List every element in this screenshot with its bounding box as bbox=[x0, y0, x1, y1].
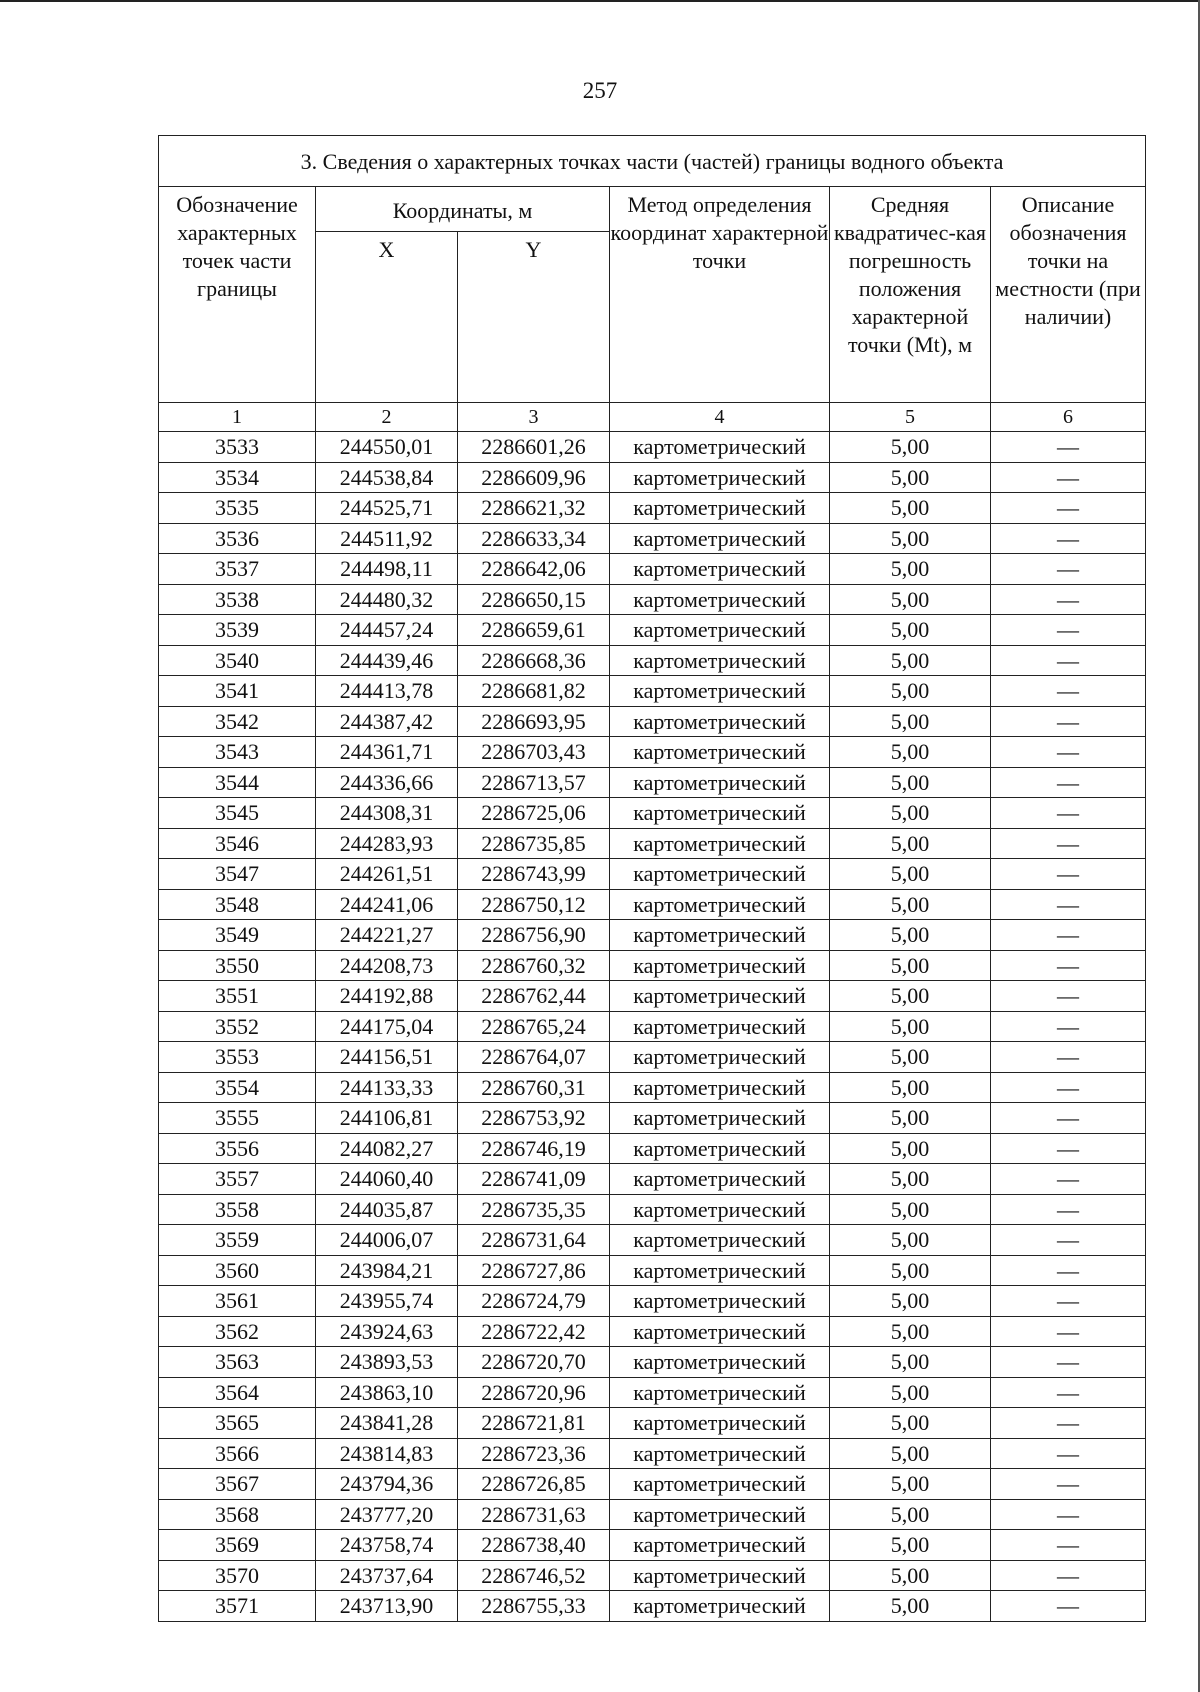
y-coordinate-cell: 2286725,06 bbox=[458, 798, 610, 829]
description-cell: — bbox=[991, 767, 1146, 798]
x-coordinate-cell: 243893,53 bbox=[316, 1347, 458, 1378]
description-cell: — bbox=[991, 920, 1146, 951]
x-coordinate-cell: 244261,51 bbox=[316, 859, 458, 890]
error-cell: 5,00 bbox=[830, 1072, 991, 1103]
table-row bbox=[159, 493, 1146, 524]
table-row bbox=[159, 645, 1146, 676]
method-cell: картометрический bbox=[610, 1438, 830, 1469]
method-cell: картометрический bbox=[610, 1499, 830, 1530]
description-cell: — bbox=[991, 706, 1146, 737]
header-description: Описание обозначения точки на местности (при наличии) bbox=[991, 187, 1146, 403]
x-coordinate-cell: 244133,33 bbox=[316, 1072, 458, 1103]
method-cell: картометрический bbox=[610, 798, 830, 829]
point-id-cell: 3541 bbox=[159, 676, 316, 707]
error-cell: 5,00 bbox=[830, 1194, 991, 1225]
table-row bbox=[159, 798, 1146, 829]
point-id-cell: 3560 bbox=[159, 1255, 316, 1286]
y-coordinate-cell: 2286760,31 bbox=[458, 1072, 610, 1103]
point-id-cell: 3550 bbox=[159, 950, 316, 981]
description-cell: — bbox=[991, 554, 1146, 585]
point-id-cell: 3570 bbox=[159, 1560, 316, 1591]
table-row bbox=[159, 1377, 1146, 1408]
table-row bbox=[159, 1255, 1146, 1286]
error-cell: 5,00 bbox=[830, 1438, 991, 1469]
y-coordinate-cell: 2286735,85 bbox=[458, 828, 610, 859]
method-cell: картометрический bbox=[610, 493, 830, 524]
error-cell: 5,00 bbox=[830, 889, 991, 920]
point-id-cell: 3537 bbox=[159, 554, 316, 585]
method-cell: картометрический bbox=[610, 432, 830, 463]
description-cell: — bbox=[991, 1194, 1146, 1225]
description-cell: — bbox=[991, 1560, 1146, 1591]
table-row bbox=[159, 889, 1146, 920]
method-cell: картометрический bbox=[610, 1042, 830, 1073]
method-cell: картометрический bbox=[610, 1072, 830, 1103]
x-coordinate-cell: 243955,74 bbox=[316, 1286, 458, 1317]
y-coordinate-cell: 2286741,09 bbox=[458, 1164, 610, 1195]
x-coordinate-cell: 243777,20 bbox=[316, 1499, 458, 1530]
y-coordinate-cell: 2286642,06 bbox=[458, 554, 610, 585]
method-cell: картометрический bbox=[610, 1255, 830, 1286]
description-cell: — bbox=[991, 1286, 1146, 1317]
method-cell: картометрический bbox=[610, 920, 830, 951]
y-coordinate-cell: 2286735,35 bbox=[458, 1194, 610, 1225]
table-row bbox=[159, 859, 1146, 890]
column-numbers-row bbox=[159, 403, 1146, 432]
error-cell: 5,00 bbox=[830, 767, 991, 798]
error-cell: 5,00 bbox=[830, 1347, 991, 1378]
method-cell: картометрический bbox=[610, 1591, 830, 1622]
y-coordinate-cell: 2286722,42 bbox=[458, 1316, 610, 1347]
point-id-cell: 3561 bbox=[159, 1286, 316, 1317]
table-row bbox=[159, 1438, 1146, 1469]
table-row bbox=[159, 1164, 1146, 1195]
description-cell: — bbox=[991, 1499, 1146, 1530]
y-coordinate-cell: 2286609,96 bbox=[458, 462, 610, 493]
point-id-cell: 3540 bbox=[159, 645, 316, 676]
y-coordinate-cell: 2286760,32 bbox=[458, 950, 610, 981]
description-cell: — bbox=[991, 1438, 1146, 1469]
table-row bbox=[159, 828, 1146, 859]
method-cell: картометрический bbox=[610, 1408, 830, 1439]
method-cell: картометрический bbox=[610, 1316, 830, 1347]
method-cell: картометрический bbox=[610, 1011, 830, 1042]
column-number: 5 bbox=[830, 403, 991, 432]
column-number: 1 bbox=[159, 403, 316, 432]
table-row bbox=[159, 1072, 1146, 1103]
error-cell: 5,00 bbox=[830, 1164, 991, 1195]
header-y: Y bbox=[458, 232, 610, 403]
point-id-cell: 3555 bbox=[159, 1103, 316, 1134]
x-coordinate-cell: 243713,90 bbox=[316, 1591, 458, 1622]
table-row bbox=[159, 676, 1146, 707]
x-coordinate-cell: 244221,27 bbox=[316, 920, 458, 951]
description-cell: — bbox=[991, 1469, 1146, 1500]
method-cell: картометрический bbox=[610, 950, 830, 981]
description-cell: — bbox=[991, 950, 1146, 981]
table-row bbox=[159, 767, 1146, 798]
table-row bbox=[159, 950, 1146, 981]
description-cell: — bbox=[991, 1011, 1146, 1042]
x-coordinate-cell: 243758,74 bbox=[316, 1530, 458, 1561]
description-cell: — bbox=[991, 615, 1146, 646]
y-coordinate-cell: 2286659,61 bbox=[458, 615, 610, 646]
point-id-cell: 3562 bbox=[159, 1316, 316, 1347]
point-id-cell: 3571 bbox=[159, 1591, 316, 1622]
error-cell: 5,00 bbox=[830, 554, 991, 585]
method-cell: картометрический bbox=[610, 737, 830, 768]
point-id-cell: 3539 bbox=[159, 615, 316, 646]
method-cell: картометрический bbox=[610, 1225, 830, 1256]
y-coordinate-cell: 2286762,44 bbox=[458, 981, 610, 1012]
method-cell: картометрический bbox=[610, 1194, 830, 1225]
error-cell: 5,00 bbox=[830, 981, 991, 1012]
description-cell: — bbox=[991, 1255, 1146, 1286]
x-coordinate-cell: 244361,71 bbox=[316, 737, 458, 768]
error-cell: 5,00 bbox=[830, 1103, 991, 1134]
error-cell: 5,00 bbox=[830, 950, 991, 981]
table-body bbox=[159, 432, 1146, 1622]
y-coordinate-cell: 2286650,15 bbox=[458, 584, 610, 615]
column-number: 3 bbox=[458, 403, 610, 432]
point-id-cell: 3533 bbox=[159, 432, 316, 463]
error-cell: 5,00 bbox=[830, 1286, 991, 1317]
table-row bbox=[159, 584, 1146, 615]
point-id-cell: 3544 bbox=[159, 767, 316, 798]
y-coordinate-cell: 2286693,95 bbox=[458, 706, 610, 737]
method-cell: картометрический bbox=[610, 1530, 830, 1561]
error-cell: 5,00 bbox=[830, 1591, 991, 1622]
y-coordinate-cell: 2286720,70 bbox=[458, 1347, 610, 1378]
description-cell: — bbox=[991, 1408, 1146, 1439]
error-cell: 5,00 bbox=[830, 859, 991, 890]
table-row bbox=[159, 1286, 1146, 1317]
description-cell: — bbox=[991, 828, 1146, 859]
table-row bbox=[159, 920, 1146, 951]
description-cell: — bbox=[991, 1530, 1146, 1561]
table-row bbox=[159, 737, 1146, 768]
error-cell: 5,00 bbox=[830, 1255, 991, 1286]
y-coordinate-cell: 2286753,92 bbox=[458, 1103, 610, 1134]
table-row bbox=[159, 554, 1146, 585]
y-coordinate-cell: 2286726,85 bbox=[458, 1469, 610, 1500]
method-cell: картометрический bbox=[610, 767, 830, 798]
description-cell: — bbox=[991, 584, 1146, 615]
table-row bbox=[159, 1042, 1146, 1073]
point-id-cell: 3536 bbox=[159, 523, 316, 554]
y-coordinate-cell: 2286731,63 bbox=[458, 1499, 610, 1530]
x-coordinate-cell: 244538,84 bbox=[316, 462, 458, 493]
point-id-cell: 3542 bbox=[159, 706, 316, 737]
point-id-cell: 3554 bbox=[159, 1072, 316, 1103]
method-cell: картометрический bbox=[610, 1164, 830, 1195]
point-id-cell: 3543 bbox=[159, 737, 316, 768]
method-cell: картометрический bbox=[610, 676, 830, 707]
point-id-cell: 3535 bbox=[159, 493, 316, 524]
column-number: 2 bbox=[316, 403, 458, 432]
point-id-cell: 3567 bbox=[159, 1469, 316, 1500]
description-cell: — bbox=[991, 432, 1146, 463]
table-title: 3. Сведения о характерных точках части (частей) границы водного объекта bbox=[159, 136, 1146, 187]
method-cell: картометрический bbox=[610, 859, 830, 890]
x-coordinate-cell: 244060,40 bbox=[316, 1164, 458, 1195]
y-coordinate-cell: 2286723,36 bbox=[458, 1438, 610, 1469]
x-coordinate-cell: 243841,28 bbox=[316, 1408, 458, 1439]
x-coordinate-cell: 244241,06 bbox=[316, 889, 458, 920]
table-row bbox=[159, 706, 1146, 737]
point-id-cell: 3563 bbox=[159, 1347, 316, 1378]
x-coordinate-cell: 244006,07 bbox=[316, 1225, 458, 1256]
table-row bbox=[159, 1103, 1146, 1134]
y-coordinate-cell: 2286755,33 bbox=[458, 1591, 610, 1622]
error-cell: 5,00 bbox=[830, 1469, 991, 1500]
x-coordinate-cell: 244457,24 bbox=[316, 615, 458, 646]
x-coordinate-cell: 244525,71 bbox=[316, 493, 458, 524]
error-cell: 5,00 bbox=[830, 1225, 991, 1256]
point-id-cell: 3568 bbox=[159, 1499, 316, 1530]
header-method: Метод определения координат характерной точки bbox=[610, 187, 830, 403]
y-coordinate-cell: 2286703,43 bbox=[458, 737, 610, 768]
y-coordinate-cell: 2286764,07 bbox=[458, 1042, 610, 1073]
description-cell: — bbox=[991, 1316, 1146, 1347]
method-cell: картометрический bbox=[610, 1103, 830, 1134]
table-row bbox=[159, 1560, 1146, 1591]
error-cell: 5,00 bbox=[830, 1042, 991, 1073]
error-cell: 5,00 bbox=[830, 1560, 991, 1591]
x-coordinate-cell: 244106,81 bbox=[316, 1103, 458, 1134]
error-cell: 5,00 bbox=[830, 1011, 991, 1042]
description-cell: — bbox=[991, 1042, 1146, 1073]
method-cell: картометрический bbox=[610, 1377, 830, 1408]
description-cell: — bbox=[991, 1164, 1146, 1195]
method-cell: картометрический bbox=[610, 615, 830, 646]
x-coordinate-cell: 244283,93 bbox=[316, 828, 458, 859]
header-designation: Обозначение характерных точек части границы bbox=[159, 187, 316, 403]
y-coordinate-cell: 2286713,57 bbox=[458, 767, 610, 798]
description-cell: — bbox=[991, 1072, 1146, 1103]
description-cell: — bbox=[991, 1377, 1146, 1408]
point-id-cell: 3564 bbox=[159, 1377, 316, 1408]
description-cell: — bbox=[991, 493, 1146, 524]
error-cell: 5,00 bbox=[830, 1530, 991, 1561]
point-id-cell: 3546 bbox=[159, 828, 316, 859]
table-row bbox=[159, 462, 1146, 493]
table-row bbox=[159, 981, 1146, 1012]
y-coordinate-cell: 2286746,52 bbox=[458, 1560, 610, 1591]
method-cell: картометрический bbox=[610, 554, 830, 585]
header-coordinates: Координаты, м bbox=[316, 187, 610, 232]
x-coordinate-cell: 243924,63 bbox=[316, 1316, 458, 1347]
point-id-cell: 3548 bbox=[159, 889, 316, 920]
description-cell: — bbox=[991, 1103, 1146, 1134]
x-coordinate-cell: 244082,27 bbox=[316, 1133, 458, 1164]
x-coordinate-cell: 244336,66 bbox=[316, 767, 458, 798]
y-coordinate-cell: 2286750,12 bbox=[458, 889, 610, 920]
x-coordinate-cell: 244550,01 bbox=[316, 432, 458, 463]
error-cell: 5,00 bbox=[830, 1316, 991, 1347]
scan-edge-top bbox=[0, 0, 1200, 2]
error-cell: 5,00 bbox=[830, 615, 991, 646]
y-coordinate-cell: 2286746,19 bbox=[458, 1133, 610, 1164]
method-cell: картометрический bbox=[610, 889, 830, 920]
x-coordinate-cell: 244480,32 bbox=[316, 584, 458, 615]
description-cell: — bbox=[991, 462, 1146, 493]
y-coordinate-cell: 2286727,86 bbox=[458, 1255, 610, 1286]
error-cell: 5,00 bbox=[830, 462, 991, 493]
description-cell: — bbox=[991, 1225, 1146, 1256]
y-coordinate-cell: 2286720,96 bbox=[458, 1377, 610, 1408]
method-cell: картометрический bbox=[610, 1469, 830, 1500]
error-cell: 5,00 bbox=[830, 676, 991, 707]
description-cell: — bbox=[991, 1347, 1146, 1378]
x-coordinate-cell: 244387,42 bbox=[316, 706, 458, 737]
point-id-cell: 3551 bbox=[159, 981, 316, 1012]
table-row bbox=[159, 1591, 1146, 1622]
error-cell: 5,00 bbox=[830, 1499, 991, 1530]
description-cell: — bbox=[991, 981, 1146, 1012]
x-coordinate-cell: 244035,87 bbox=[316, 1194, 458, 1225]
table-row bbox=[159, 1194, 1146, 1225]
point-id-cell: 3558 bbox=[159, 1194, 316, 1225]
y-coordinate-cell: 2286765,24 bbox=[458, 1011, 610, 1042]
error-cell: 5,00 bbox=[830, 432, 991, 463]
header-error: Средняя квадратичес-кая погрешность положения характерной точки (Mt), м bbox=[830, 187, 991, 403]
description-cell: — bbox=[991, 798, 1146, 829]
y-coordinate-cell: 2286668,36 bbox=[458, 645, 610, 676]
point-id-cell: 3565 bbox=[159, 1408, 316, 1439]
error-cell: 5,00 bbox=[830, 1408, 991, 1439]
description-cell: — bbox=[991, 859, 1146, 890]
description-cell: — bbox=[991, 1591, 1146, 1622]
table-row bbox=[159, 1499, 1146, 1530]
point-id-cell: 3538 bbox=[159, 584, 316, 615]
point-id-cell: 3566 bbox=[159, 1438, 316, 1469]
y-coordinate-cell: 2286738,40 bbox=[458, 1530, 610, 1561]
y-coordinate-cell: 2286721,81 bbox=[458, 1408, 610, 1439]
y-coordinate-cell: 2286724,79 bbox=[458, 1286, 610, 1317]
page-number: 257 bbox=[582, 78, 618, 103]
error-cell: 5,00 bbox=[830, 828, 991, 859]
table-row bbox=[159, 1011, 1146, 1042]
description-cell: — bbox=[991, 523, 1146, 554]
x-coordinate-cell: 243737,64 bbox=[316, 1560, 458, 1591]
y-coordinate-cell: 2286731,64 bbox=[458, 1225, 610, 1256]
table-row bbox=[159, 1408, 1146, 1439]
point-id-cell: 3569 bbox=[159, 1530, 316, 1561]
method-cell: картометрический bbox=[610, 981, 830, 1012]
x-coordinate-cell: 243984,21 bbox=[316, 1255, 458, 1286]
x-coordinate-cell: 244511,92 bbox=[316, 523, 458, 554]
error-cell: 5,00 bbox=[830, 493, 991, 524]
method-cell: картометрический bbox=[610, 1560, 830, 1591]
x-coordinate-cell: 244439,46 bbox=[316, 645, 458, 676]
point-id-cell: 3557 bbox=[159, 1164, 316, 1195]
table-row bbox=[159, 1469, 1146, 1500]
header-x: X bbox=[316, 232, 458, 403]
method-cell: картометрический bbox=[610, 462, 830, 493]
description-cell: — bbox=[991, 889, 1146, 920]
error-cell: 5,00 bbox=[830, 706, 991, 737]
point-id-cell: 3553 bbox=[159, 1042, 316, 1073]
x-coordinate-cell: 244308,31 bbox=[316, 798, 458, 829]
method-cell: картометрический bbox=[610, 584, 830, 615]
point-id-cell: 3552 bbox=[159, 1011, 316, 1042]
y-coordinate-cell: 2286756,90 bbox=[458, 920, 610, 951]
x-coordinate-cell: 243794,36 bbox=[316, 1469, 458, 1500]
error-cell: 5,00 bbox=[830, 798, 991, 829]
table-row bbox=[159, 432, 1146, 463]
method-cell: картометрический bbox=[610, 706, 830, 737]
table-row bbox=[159, 1316, 1146, 1347]
y-coordinate-cell: 2286681,82 bbox=[458, 676, 610, 707]
x-coordinate-cell: 244156,51 bbox=[316, 1042, 458, 1073]
table-row bbox=[159, 523, 1146, 554]
error-cell: 5,00 bbox=[830, 1133, 991, 1164]
table-row bbox=[159, 1133, 1146, 1164]
point-id-cell: 3549 bbox=[159, 920, 316, 951]
error-cell: 5,00 bbox=[830, 920, 991, 951]
point-id-cell: 3545 bbox=[159, 798, 316, 829]
error-cell: 5,00 bbox=[830, 737, 991, 768]
method-cell: картометрический bbox=[610, 523, 830, 554]
y-coordinate-cell: 2286743,99 bbox=[458, 859, 610, 890]
description-cell: — bbox=[991, 1133, 1146, 1164]
method-cell: картометрический bbox=[610, 1286, 830, 1317]
x-coordinate-cell: 244208,73 bbox=[316, 950, 458, 981]
error-cell: 5,00 bbox=[830, 584, 991, 615]
error-cell: 5,00 bbox=[830, 645, 991, 676]
table-row bbox=[159, 1225, 1146, 1256]
point-id-cell: 3534 bbox=[159, 462, 316, 493]
y-coordinate-cell: 2286601,26 bbox=[458, 432, 610, 463]
error-cell: 5,00 bbox=[830, 1377, 991, 1408]
method-cell: картометрический bbox=[610, 645, 830, 676]
method-cell: картометрический bbox=[610, 828, 830, 859]
table-row bbox=[159, 1347, 1146, 1378]
column-number: 4 bbox=[610, 403, 830, 432]
point-id-cell: 3547 bbox=[159, 859, 316, 890]
table-row bbox=[159, 1530, 1146, 1561]
error-cell: 5,00 bbox=[830, 523, 991, 554]
point-id-cell: 3556 bbox=[159, 1133, 316, 1164]
y-coordinate-cell: 2286621,32 bbox=[458, 493, 610, 524]
x-coordinate-cell: 244413,78 bbox=[316, 676, 458, 707]
characteristic-points-table bbox=[158, 135, 1146, 1622]
description-cell: — bbox=[991, 676, 1146, 707]
x-coordinate-cell: 244498,11 bbox=[316, 554, 458, 585]
description-cell: — bbox=[991, 645, 1146, 676]
y-coordinate-cell: 2286633,34 bbox=[458, 523, 610, 554]
description-cell: — bbox=[991, 737, 1146, 768]
method-cell: картометрический bbox=[610, 1347, 830, 1378]
x-coordinate-cell: 243814,83 bbox=[316, 1438, 458, 1469]
x-coordinate-cell: 244175,04 bbox=[316, 1011, 458, 1042]
method-cell: картометрический bbox=[610, 1133, 830, 1164]
x-coordinate-cell: 244192,88 bbox=[316, 981, 458, 1012]
x-coordinate-cell: 243863,10 bbox=[316, 1377, 458, 1408]
column-number: 6 bbox=[991, 403, 1146, 432]
table-row bbox=[159, 615, 1146, 646]
point-id-cell: 3559 bbox=[159, 1225, 316, 1256]
